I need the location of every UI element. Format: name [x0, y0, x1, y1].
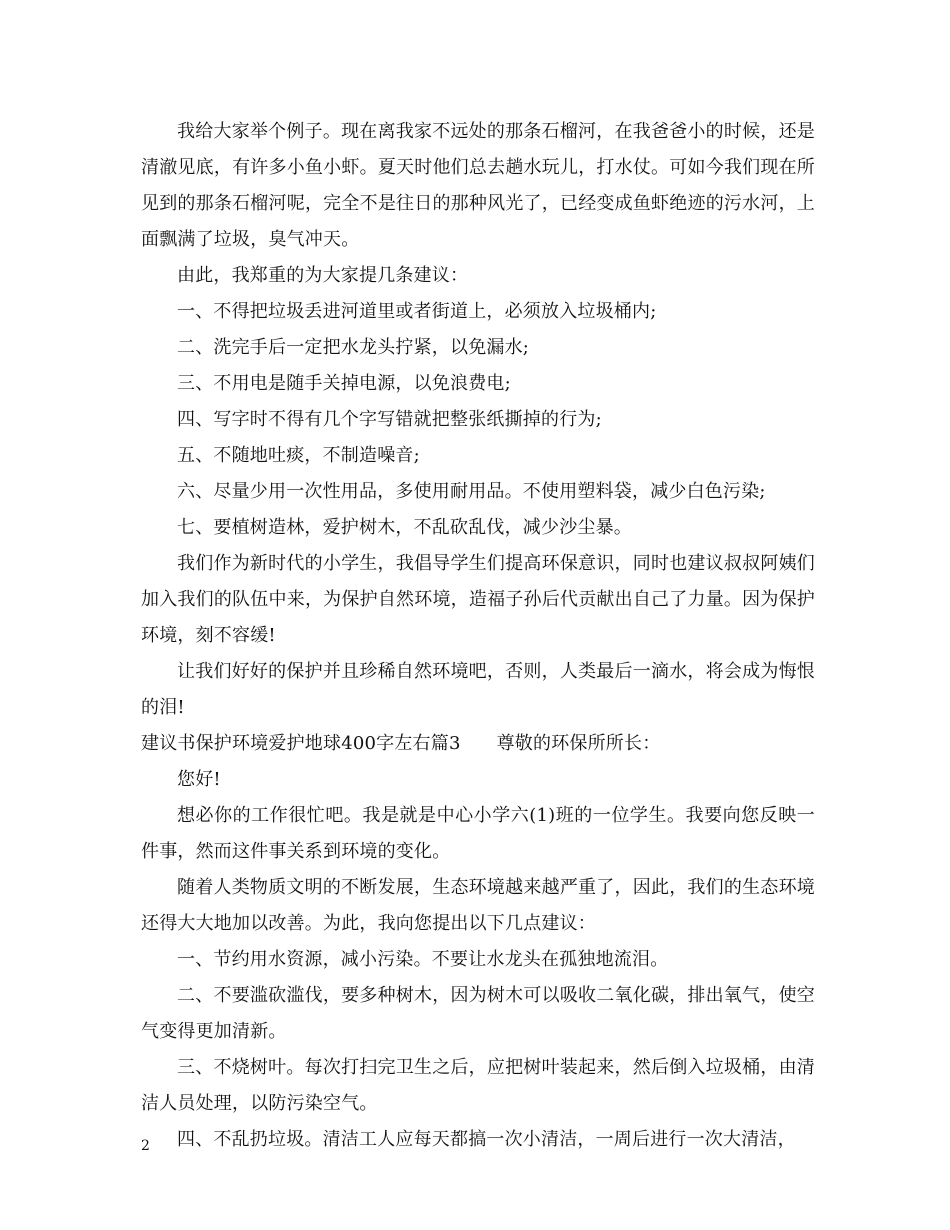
document-body [141, 114, 815, 1158]
suggestion-item: 三、不烧树叶。每次打扫完卫生之后，应把树叶装起来，然后倒入垃圾桶，由清洁人员处理，以防污染空气。 [141, 1057, 815, 1114]
suggestion-item: 一、节约用水资源，减小污染。不要让水龙头在孤独地流泪。 [177, 949, 669, 970]
suggestion-item: 七、要植树造林，爱护树木，不乱砍乱伐，减少沙尘暴。 [177, 517, 632, 538]
suggestion-item: 二、洗完手后一定把水龙头拧紧，以免漏水; [177, 337, 530, 358]
paragraph-greeting: 您好! [177, 769, 221, 790]
suggestion-item: 六、尽量少用一次性用品，多使用耐用品。不使用塑料袋，减少白色污染; [177, 481, 766, 502]
suggestion-item: 四、写字时不得有几个字写错就把整张纸撕掉的行为; [177, 409, 602, 430]
letter-salutation: 尊敬的环保所所长： [496, 733, 661, 754]
suggestion-item: 四、不乱扔垃圾。清洁工人应每天都搞一次小清洁，一周后进行一次大清洁， [177, 1129, 796, 1150]
suggestion-item: 二、不要滥砍滥伐，要多种树木，因为树木可以吸收二氧化碳，排出氧气，使空气变得更加清新。 [141, 985, 815, 1042]
page-number: 2 [141, 1138, 150, 1154]
paragraph-context: 随着人类物质文明的不断发展，生态环境越来越严重了，因此，我们的生态环境还得大大地加以改善。为此，我向您提出以下几点建议： [141, 877, 815, 934]
paragraph-self-intro: 想必你的工作很忙吧。我是就是中心小学六(1)班的一位学生。我要向您反映一件事，然而这件事关系到环境的变化。 [141, 805, 815, 862]
suggestion-item: 三、不用电是随手关掉电源，以免浪费电; [177, 373, 511, 394]
paragraph-conclusion: 让我们好好的保护并且珍稀自然环境吧，否则，人类最后一滴水，将会成为悔恨的泪! [141, 661, 815, 718]
suggestion-item: 五、不随地吐痰，不制造噪音; [177, 445, 420, 466]
paragraph-appeal: 我们作为新时代的小学生，我倡导学生们提高环保意识，同时也建议叔叔阿姨们加入我们的队伍中来，为保护自然环境，造福子孙后代贡献出自己了力量。因为保护环境，刻不容缓! [141, 553, 815, 646]
section-heading [141, 726, 815, 762]
section-title: 建议书保护环境爱护地球400字左右篇3 [141, 733, 461, 754]
suggestion-item: 一、不得把垃圾丢进河道里或者街道上，必须放入垃圾桶内; [177, 301, 657, 322]
paragraph-example: 我给大家举个例子。现在离我家不远处的那条石榴河，在我爸爸小的时候，还是清澈见底，有许多小鱼小虾。夏天时他们总去趟水玩儿，打水仗。可如今我们现在所见到的那条石榴河呢，完全不是往日的那种风光了，已经变成鱼虾绝迹的污水河，上面飘满了垃圾，臭气冲天。 [141, 121, 815, 250]
paragraph-intro-suggestions: 由此，我郑重的为大家提几条建议： [177, 265, 469, 286]
